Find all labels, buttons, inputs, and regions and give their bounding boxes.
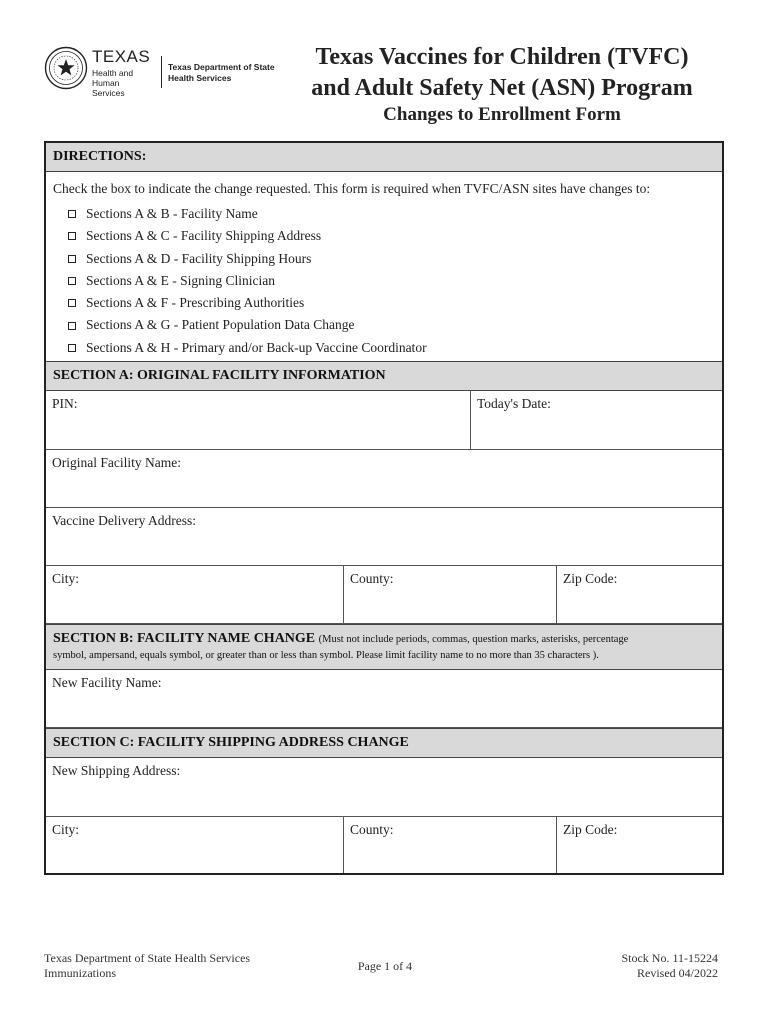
directions-item-label: Sections A & G - Patient Population Data Change: [86, 317, 355, 333]
logo-dshs-line1: Texas Department of State: [168, 62, 275, 72]
directions-item-label: Sections A & E - Signing Clinician: [86, 272, 275, 288]
dshs-logo: [44, 44, 284, 98]
enrollment-form: [44, 141, 724, 875]
directions-item-label: Sections A & C - Facility Shipping Address: [86, 228, 322, 244]
new-facility-name-field[interactable]: New Facility Name:: [46, 670, 722, 728]
city-field[interactable]: City:: [46, 817, 344, 873]
directions-item: [68, 248, 427, 270]
directions-intro: Check the box to indicate the change requested. This form is required when TVFC/ASN sites have changes to:: [53, 181, 651, 196]
logo-dshs-line2: Health Services: [168, 73, 232, 83]
section-b-note-1: (Must not include periods, commas, question marks, asterisks, percentage: [318, 634, 629, 645]
directions-item-label: Sections A & D - Facility Shipping Hours: [86, 250, 312, 266]
directions-list: [68, 203, 427, 359]
checkbox-icon[interactable]: [68, 344, 76, 352]
directions-item: [68, 203, 427, 225]
checkbox-icon[interactable]: [68, 299, 76, 307]
todays-date-field[interactable]: Today's Date:: [471, 391, 722, 450]
logo-texas-text: TEXAS: [92, 47, 151, 66]
directions-item-label: Sections A & F - Prescribing Authorities: [86, 295, 305, 311]
directions-item-label: Sections A & H - Primary and/or Back-up Vaccine Coordinator: [86, 339, 427, 355]
original-facility-name-field[interactable]: Original Facility Name:: [46, 450, 722, 508]
section-b-heading: [46, 624, 722, 670]
new-shipping-address-field[interactable]: New Shipping Address:: [46, 758, 722, 817]
footer-org-line1: Texas Department of State Health Services: [44, 951, 251, 965]
texas-seal-icon: [44, 46, 88, 90]
directions-item: [68, 225, 427, 247]
zip-code-field[interactable]: Zip Code:: [557, 566, 722, 624]
logo-dshs-text: [168, 62, 278, 84]
page-number: Page 1 of 4: [357, 959, 413, 973]
logo-hhs-line1: Health and Human: [92, 68, 134, 88]
form-title-line1: Texas Vaccines for Children (TVFC): [315, 44, 689, 70]
footer-org-line2: Immunizations: [44, 966, 116, 980]
checkbox-icon[interactable]: [68, 210, 76, 218]
checkbox-icon[interactable]: [68, 277, 76, 285]
checkbox-icon[interactable]: [68, 232, 76, 240]
footer-stock-info: [560, 951, 718, 981]
logo-hhs-line2: Services: [92, 88, 125, 98]
vaccine-delivery-address-field[interactable]: Vaccine Delivery Address:: [46, 508, 722, 566]
revised-date: Revised 04/2022: [637, 966, 718, 980]
directions-heading: DIRECTIONS:: [46, 143, 722, 172]
section-b-note-2: symbol, ampersand, equals symbol, or greater than or less than symbol. Please limit facility name to no more than 35 characters ).: [53, 650, 599, 661]
section-c-heading: SECTION C: FACILITY SHIPPING ADDRESS CHANGE: [46, 728, 722, 758]
stock-number: Stock No. 11-15224: [621, 951, 718, 965]
checkbox-icon[interactable]: [68, 255, 76, 263]
footer-organization: [44, 951, 250, 981]
logo-divider: [161, 56, 162, 88]
zip-code-field[interactable]: Zip Code:: [563, 822, 618, 837]
section-b-title: SECTION B: FACILITY NAME CHANGE: [53, 631, 316, 646]
county-field[interactable]: County:: [344, 566, 557, 624]
logo-hhs-text: [92, 68, 162, 98]
directions-item: [68, 292, 427, 314]
directions-item: [68, 337, 427, 359]
city-field[interactable]: City:: [46, 566, 344, 624]
county-field[interactable]: County:: [344, 817, 557, 873]
checkbox-icon[interactable]: [68, 322, 76, 330]
directions-item-label: Sections A & B - Facility Name: [86, 206, 258, 221]
pin-field[interactable]: PIN:: [46, 391, 471, 450]
form-title: [275, 42, 729, 104]
directions-item: [68, 270, 427, 292]
section-a-heading: SECTION A: ORIGINAL FACILITY INFORMATION: [46, 361, 722, 391]
form-title-line2: and Adult Safety Net (ASN) Program: [311, 75, 693, 101]
directions-item: [68, 314, 427, 336]
form-subtitle: Changes to Enrollment Form: [383, 104, 621, 125]
